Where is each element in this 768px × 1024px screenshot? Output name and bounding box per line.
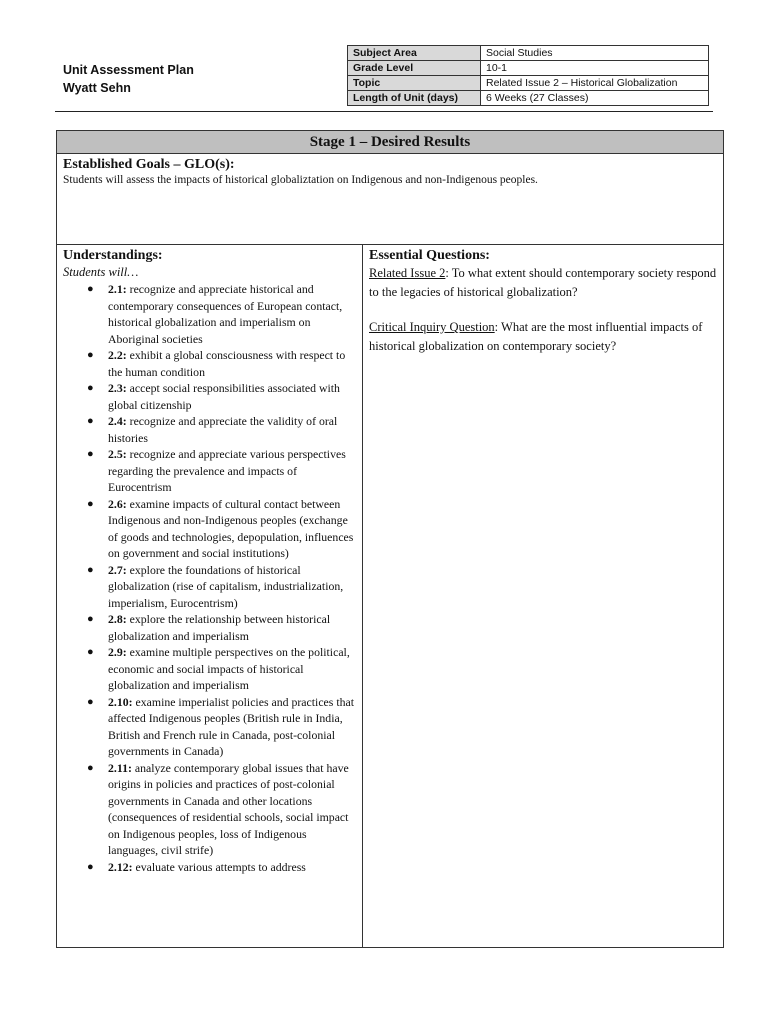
table-row [348,76,709,91]
outcome-text: recognize and appreciate various perspectives regarding the prevalence and impacts of Eurocentrism [108,447,346,494]
understandings-questions-row [57,245,723,948]
outcome-code: 2.7: [108,562,127,577]
unit-length-label: Length of Unit (days) [348,91,481,106]
table-row [348,61,709,76]
outcome-text: explore the relationship between historical globalization and imperialism [108,612,331,643]
list-item [87,380,356,413]
outcome-text: examine imperialist policies and practices that affected Indigenous peoples (British rule in India, British and French rule in Canada, post-colonial governments in Canada) [108,694,355,758]
outcome-code: 2.6: [108,496,127,511]
outcome-text: evaluate various attempts to address [132,859,306,874]
outcomes-list [63,281,356,875]
outcome-code: 2.1: [108,282,127,296]
outcome-code: 2.5: [108,447,127,461]
outcome-code: 2.4: [108,414,127,428]
unit-info-table [347,45,709,106]
outcome-code: 2.2: [108,348,127,362]
essential-questions-heading: Essential Questions: [369,248,490,263]
bullet-icon: ● [87,860,94,873]
document-header [63,61,194,97]
list-item [87,347,356,380]
goals-text: Students will assess the impacts of historical globaliztation on Indigenous and non-Indigenous peoples. [63,174,538,186]
list-item [87,694,356,760]
bullet-icon: ● [87,415,94,427]
outcome-text: examine multiple perspectives on the political, economic and social impacts of historical globalization and imperialism [108,645,350,692]
document-title: Unit Assessment Plan [63,63,194,77]
outcome-text: recognize and appreciate historical and contemporary consequences of European contact, historical globalization and imperialism on Aboriginal societies [108,282,343,346]
list-item [87,496,356,562]
outcome-code: 2.8: [108,612,127,626]
understandings-heading: Understandings: [63,248,163,263]
outcome-code: 2.9: [108,645,127,659]
related-issue-question [369,264,717,301]
bullet-icon: ● [87,563,94,576]
subject-area-value: Social Studies [481,46,709,61]
bullet-icon: ● [87,283,94,295]
subject-area-label: Subject Area [348,46,481,61]
list-item [87,611,356,644]
grade-level-label: Grade Level [348,61,481,76]
topic-value: Related Issue 2 – Historical Globalization [481,76,709,91]
author-name: Wyatt Sehn [63,81,131,95]
bullet-icon: ● [87,448,94,460]
table-row [348,46,709,61]
outcome-code: 2.3: [108,381,127,395]
bullet-icon: ● [87,349,94,361]
outcome-text: recognize and appreciate the validity of oral histories [108,414,338,445]
outcome-code: 2.10: [108,694,133,709]
bullet-icon: ● [87,695,94,708]
stage-1-table [56,130,724,948]
outcome-text: analyze contemporary global issues that have origins in policies and practices of post-colonial governments in Canada and other locations (consequences of residential schools, social impact on Indigenous peoples, loss of Indigenous languages, civil strife) [108,760,349,857]
bullet-icon: ● [87,613,94,625]
spacer [369,301,717,318]
understandings-intro: Students will… [63,265,139,279]
unit-length-value: 6 Weeks (27 Classes) [481,91,709,106]
outcome-text: accept social responsibilities associated with global citizenship [108,381,340,412]
outcome-code: 2.11: [108,760,132,775]
list-item [87,281,356,347]
stage-title: Stage 1 – Desired Results [57,131,723,154]
bullet-icon: ● [87,761,94,774]
header-divider [55,111,713,112]
list-item [87,413,356,446]
list-item [87,562,356,612]
goals-heading: Established Goals – GLO(s): [63,157,235,172]
bullet-icon: ● [87,646,94,658]
critical-inquiry-label: Critical Inquiry Question [369,320,495,334]
grade-level-value: 10-1 [481,61,709,76]
list-item [87,644,356,694]
established-goals-section [57,154,723,245]
bullet-icon: ● [87,382,94,394]
list-item [87,446,356,496]
related-issue-label: Related Issue 2 [369,266,446,280]
outcome-text: examine impacts of cultural contact between Indigenous and non-Indigenous peoples (exchange of goods and technologies, depopulation, influences on government and social institutions) [108,496,354,560]
list-item [87,859,356,876]
critical-inquiry-text: : What are the most influential impacts of historical globalization on contemporary society? [369,320,703,353]
list-item [87,760,356,859]
related-issue-text: : To what extent should contemporary society respond to the legacies of historical globalization? [369,266,717,299]
table-row [348,91,709,106]
critical-inquiry-question [369,318,717,355]
essential-questions-column [363,245,723,948]
outcome-text: explore the foundations of historical globalization (rise of capitalism, industrialization, imperialism, Eurocentrism) [108,562,344,610]
outcome-text: exhibit a global consciousness with respect to the human condition [108,348,346,379]
topic-label: Topic [348,76,481,91]
outcome-code: 2.12: [108,859,133,874]
understandings-column [57,245,363,948]
bullet-icon: ● [87,497,94,510]
